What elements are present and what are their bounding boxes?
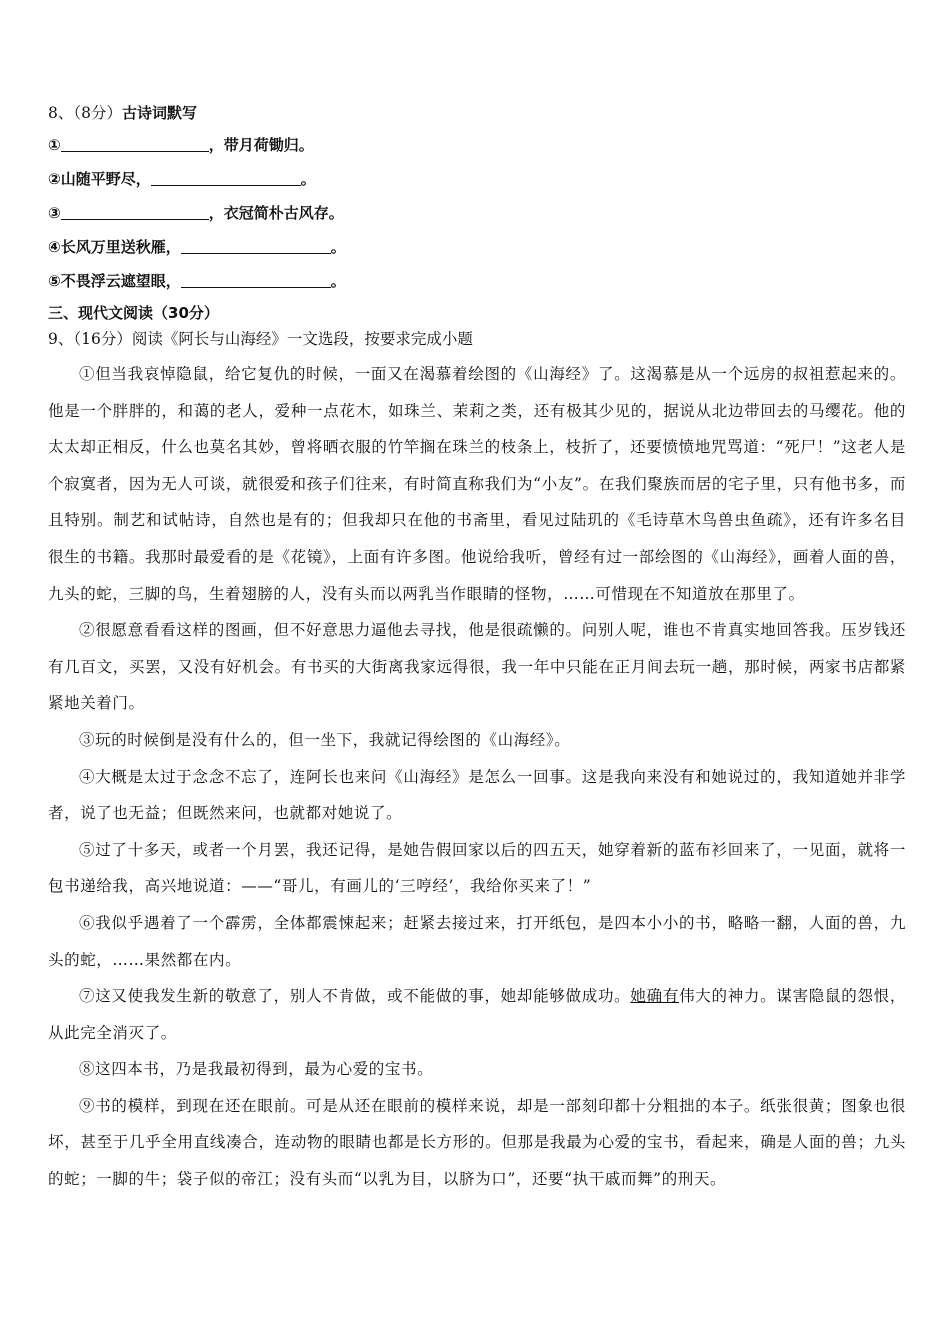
passage-paragraph-3: ③玩的时候倒是没有什么的，但一坐下，我就记得绘图的《山海经》。	[79, 730, 571, 749]
passage-paragraph-4: ④大概是太过于念念不忘了，连阿长也来问《山海经》是怎么一回事。这是我向来没有和她说过的，我知道她并非学者，说了也无益；但既然来问，也就都对她说了。	[48, 767, 906, 823]
answer-blank[interactable]	[181, 273, 331, 288]
question-9-heading: 9、（16分）阅读《阿长与山海经》一文选段，按要求完成小题	[48, 330, 473, 348]
fill-item-4: ④长风万里送秋雁， 。	[48, 238, 346, 256]
passage-paragraph-9: ⑨书的模样，到现在还在眼前。可是从还在眼前的模样来说，却是一部刻印都十分粗拙的本子。纸张很黄；图象也很坏，甚至于几乎全用直线凑合，连动物的眼睛也都是长方形的。但那是我最为心爱的宝书，看起来，确是人面的兽；九头的蛇；一脚的牛；袋子似的帝江；没有头而“以乳为目，以脐为口”，还要“执干戚而舞”的刑天。	[48, 1096, 906, 1189]
answer-blank[interactable]	[151, 171, 301, 186]
passage-paragraph-7: ⑦这又使我发生新的敬意了，别人不肯做，或不能做的事，她却能够做成功。她确有伟大的神力。谋害隐鼠的怨恨，从此完全消灭了。	[48, 987, 906, 1042]
fill-item-3: ③ ，衣冠简朴古风存。	[48, 204, 344, 222]
passage-paragraph-1: ①但当我哀悼隐鼠，给它复仇的时候，一面又在渴慕着绘图的《山海经》了。这渴慕是从一个远房的叔祖惹起来的。他是一个胖胖的，和蔼的老人，爱种一点花木，如珠兰、茉莉之类，还有极其少见的，据说从北边带回去的马缨花。他的太太却正相反，什么也莫名其妙，曾将晒衣服的竹竿搁在珠兰的枝条上，枝折了，还要愤愤地咒骂道：“死尸！”这老人是个寂寞者，因为无人可谈，就很爱和孩子们往来，有时简直称我们为“小友”。在我们聚族而居的宅子里，只有他书多，而且特别。制艺和试帖诗，自然也是有的；但我却只在他的书斋里，看见过陆玑的《毛诗草木鸟兽虫鱼疏》，还有许多名目很生的书籍。我那时最爱看的是《花镜》，上面有许多图。他说给我听，曾经有过一部绘图的《山海经》，画着人面的兽，九头的蛇，三脚的鸟，生着翅膀的人，没有头而以两乳当作眼睛的怪物，……可惜现在不知道放在那里了。	[48, 365, 906, 603]
fill-item-2: ②山随平野尽， 。	[48, 170, 316, 188]
answer-blank[interactable]	[61, 137, 209, 152]
answer-blank[interactable]	[181, 239, 331, 254]
answer-blank[interactable]	[61, 205, 209, 220]
fill-item-5: ⑤不畏浮云遮望眼， 。	[48, 272, 346, 290]
question-8-heading	[48, 98, 906, 128]
passage-paragraph-8: ⑧这四本书，乃是我最初得到，最为心爱的宝书。	[79, 1060, 434, 1079]
passage-paragraph-5: ⑤过了十多天，或者一个月罢，我还记得，是她告假回家以后的四五天，她穿着新的蓝布衫回来了，一见面，就将一包书递给我，高兴地说道：——“哥儿，有画儿的‘三哼经’，我给你买来了！”	[48, 840, 906, 896]
passage-paragraph-2: ②很愿意看看这样的图画，但不好意思力逼他去寻找，他是很疏懒的。问别人呢，谁也不肯真实地回答我。压岁钱还有几百文，买罢，又没有好机会。有书买的大街离我家远得很，我一年中只能在正月间去玩一趟，那时候，两家书店都紧紧地关着门。	[48, 621, 906, 713]
exam-page	[48, 98, 906, 1198]
underlined-phrase: 她确有	[630, 987, 680, 1006]
passage-paragraph-6: ⑥我似乎遇着了一个霹雳，全体都震悚起来；赶紧去接过来，打开纸包，是四本小小的书，略略一翻，人面的兽，九头的蛇，……果然都在内。	[48, 913, 906, 969]
question-8-title: 古诗词默写	[121, 104, 197, 122]
section-3-heading: 三、现代文阅读（30分）	[48, 304, 219, 322]
question-8-prefix: 8、（8分）	[48, 104, 122, 122]
fill-item-1: ① ，带月荷锄归。	[48, 136, 314, 154]
